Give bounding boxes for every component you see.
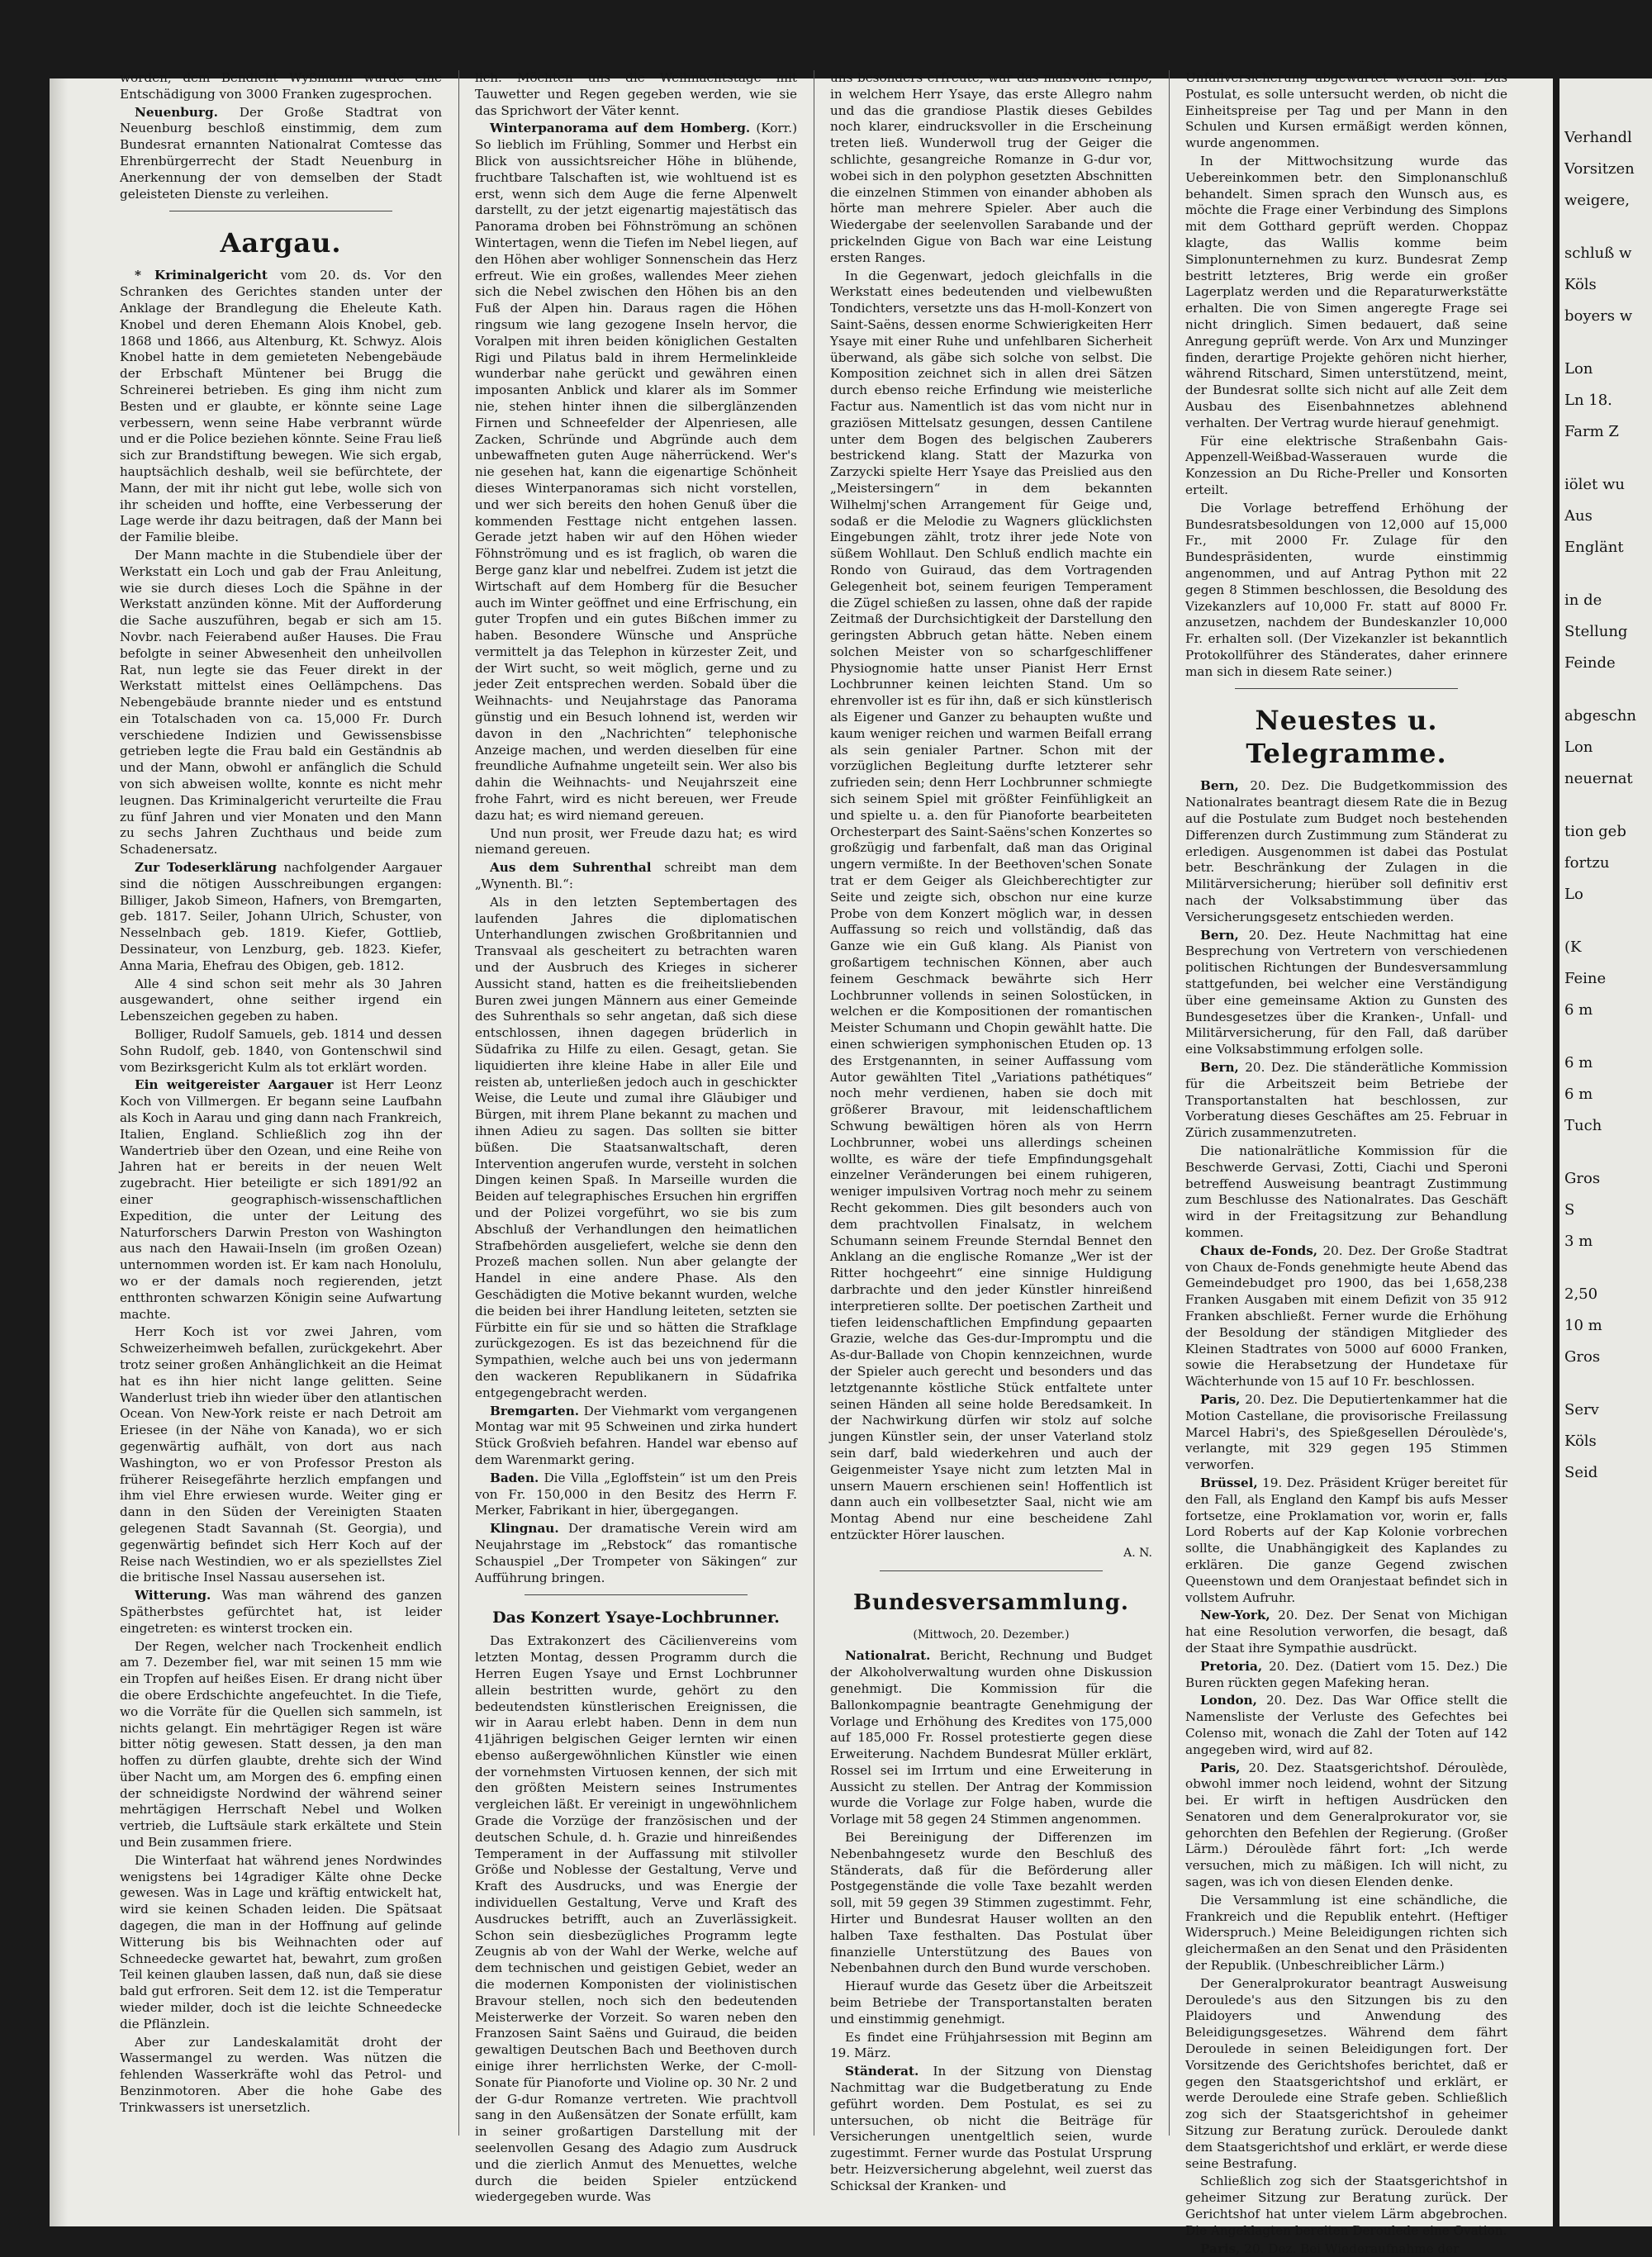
paragraph-keyword: London, <box>1200 1693 1257 1708</box>
paragraph-text: Die Villa „Egloffstein“ ist um den Preis von Fr. 150,000 in den Besitz des Herrn F. Merker, Fabrikant in hier, übergegangen. <box>475 1470 797 1518</box>
paragraph-text: Die Winterfaat hat während jenes Nordwindes wenigstens bei 14gradiger Kälte ohne Decke gewesen. Was in Lage und kräftig entwickelt hat, wird sie keinen Schaden leiden. Die Spätsaat dagegen, die man in der Hoffnung auf gelinde Witterung bis bis Weihnachten oder auf Schneedecke gewartet hat, bewahrt, zum großen Teil keinen glauben lassen, daß nun, daß sie diese bald gut erfroren. Seit dem 12. ist die Temperatur wieder milder, doch ist die leichte Schneedecke die Pflänzlein. <box>120 1852 442 2031</box>
paragraph-text: 20. Dez. Der Große Stadtrat von Chaux de-Fonds genehmigte heute Abend das Gemeindebudget pro 1900, das bei 1,658,238 Franken Ausgaben mit einem Defizit von 35 912 Franken abschließt. Ferner wurde die Erhöhung der Besoldung der ständigen Mitglieder des Kleinen Stadtrates von 5000 auf 6000 Franken, sowie die Herabsetzung der Hundetaxe für Wächterhunde von 15 auf 10 Fr. beschlossen. <box>1185 1243 1507 1390</box>
paragraph-text: vom 20. ds. Vor den Schranken des Gerichtes standen unter der Anklage der Brandlegung die Eheleute Kath. Knobel und deren Ehemann Alois Knobel, geb. 1868 und 1866, aus Altenburg, Kt. Schwyz. Alois Knobel hatte in dem gemieteten Nebengebäude der Erbschaft Müntener bei Brugg die Schreinerei betrieben. Es ging ihm nicht zum Besten und er glaubte, er könnte seine Lage verbessern, wenn seine Habe verbrannt würde und er die Police beziehen könnte. Seine Frau ließ sich zur Brandstiftung bewegen. Wie sich ergab, hauptsächlich deshalb, weil sie befürchtete, der Mann, der mit ihr nicht gut lebe, wolle sich von ihr scheiden und hoffte, eine Verbesserung der Lage werde ihr dazu beitragen, daß der Mann bei der Familie bleibe. <box>120 268 442 545</box>
section-rule <box>525 1594 748 1595</box>
strip-fragment: Farm Z <box>1564 423 1619 440</box>
article-paragraph <box>1185 1976 1507 2173</box>
article-paragraph <box>1185 1475 1507 1606</box>
strip-fragment: Feinde <box>1564 654 1616 672</box>
section-heading: Neuestes u. Telegramme. <box>1246 705 1447 770</box>
strip-fragment: Lon <box>1564 360 1593 378</box>
paragraph-text: uns besonders erfreute, war das maßvolle Tempo, in welchem Herr Ysaye, das erste Allegro nahm und das die grandiose Plastik dieses Gebildes noch klarer, eindrucksvoller in die Erscheinung treten ließ. Wunderwoll trug der Geiger die schlichte, gesangreiche Romanze in G-dur vor, wobei sich in den polyphon gesetzten Abschnitten die einzelnen Stimmen von einander abhoben als hörte man mehrere Spieler. Aber auch die Wiedergabe der seelenvollen Sarabande und der prickelnden Gigue von Bach war eine Leistung ersten Ranges. <box>830 70 1152 265</box>
strip-fragment: (K <box>1564 938 1582 956</box>
column-4 <box>1185 70 1507 2256</box>
article-heading: Das Konzert Ysaye-Lochbrunner. <box>492 1608 780 1627</box>
paragraph-text: Es findet eine Frühjahrsession mit Beginn am 19. März. <box>830 2029 1152 2061</box>
strip-fragment: Köls <box>1564 276 1597 293</box>
strip-fragment: boyers w <box>1564 307 1633 325</box>
section-rule <box>1235 688 1458 689</box>
paragraph-keyword: Paris, <box>1200 1760 1241 1775</box>
paragraph-text: 20. Dez. Das War Office stellt die Namensliste der Verluste des Gefechtes bei Colenso mit, wonach die Zahl der Toten auf 142 angegeben wird, wird auf 82. <box>1185 1693 1507 1757</box>
paragraph-keyword: Witterung. <box>135 1588 211 1604</box>
paragraph-keyword: Bern, <box>1200 778 1239 794</box>
paragraph-keyword: Bern, <box>1200 1060 1239 1076</box>
paragraph-text: 19. Dez. Präsident Krüger bereitet für den Fall, als England den Kampf bis aufs Messer fortsetze, eine Proklamation vor, worin er, falls Lord Roberts auf der Kap Kolonie vorbrechen sollte, die Unabhängigkeit des Kaplandes zu erklären. Die ganze Gegend zwischen Queenstown und dem Oranjestaat befindet sich in vollstem Aufruhr. <box>1185 1475 1507 1605</box>
article-paragraph <box>1185 1060 1507 1142</box>
paragraph-keyword: * Kriminalgericht <box>135 268 268 283</box>
strip-fragment: S <box>1564 1201 1575 1219</box>
paragraph-text: lich. Möchten uns die Weihnachtstage mit Tauwetter und Regen gegeben werden, wie sie das Sprichwort der Väter kennt. <box>475 70 797 118</box>
article-paragraph <box>475 1471 797 1519</box>
article-paragraph <box>120 1077 442 1323</box>
column-divider <box>1169 70 1170 2136</box>
paragraph-text: Alle 4 sind schon seit mehr als 30 Jahren ausgewandert, ohne seither irgend ein Lebenszeichen gegeben zu haben. <box>120 976 442 1024</box>
strip-fragment: neuernat <box>1564 770 1633 787</box>
article-paragraph <box>120 976 442 1025</box>
article-paragraph <box>830 2064 1152 2194</box>
paragraph-keyword: Ständerat. <box>845 2064 919 2079</box>
paragraph-text: ist Herr Leonz Koch von Villmergen. Er begann seine Laufbahn als Koch in Aarau und ging dann nach Frankreich, Italien, England. Schließlich zog ihn der Wandertrieb über den Ozean, und eine Reihe von Jahren hat er bereits in der neuen Welt zugebracht. Hier beteiligte er sich 1891/92 an einer geographisch-wissenschaftlichen Expedition, die unter der Leitung des Naturforschers Darwin Preston von Washington aus nach den Hawaii-Inseln (im großen Ozean) unternommen worden ist. Er kam nach Honolulu, wo er der damals noch regierenden, jetzt entthronten schwarzen Königin seine Aufwartung machte. <box>120 1077 442 1322</box>
paragraph-text: 20. Dez. (Datiert vom 15. Dez.) Die Buren rückten gegen Mafeking heran. <box>1185 1658 1507 1690</box>
strip-fragment: Aus <box>1564 507 1593 525</box>
paragraph-text: Der Mann machte in die Stubendiele über der Werkstatt ein Loch und gab der Frau Anleitung, wie sie durch dieses Loch die Spähne in der Werkstatt anzünden könne. Mit der Aufforderung die Sache auszuführen, begab er sich am 15. Novbr. nach Feierabend außer Hauses. Die Frau befolgte in seiner Abwesenheit den unheilvollen Rat, nun legte sie das Feuer direkt in der Werkstatt mittelst eines Oellämpchens. Das Nebengebäude brannte nieder und es entstund ein Totalschaden von ca. 15,000 Fr. Durch verschiedene Indizien und Gewissensbisse getrieben legte die Frau bald ein Geständnis ab und der Mann, obwohl er anfänglich die Schuld von sich abweisen wollte, konnte es nicht mehr leugnen. Das Kriminalgericht verurteilte die Frau zu fünf Jahren und vier Monaten und den Mann zu sechs Jahren Zuchthaus und beide zum Schadenersatz. <box>120 547 442 858</box>
column-1 <box>120 70 442 2136</box>
paragraph-text: In der Mittwochsitzung wurde das Uebereinkommen betr. den Simplonanschluß behandelt. Simen sprach den Wunsch aus, es möchte die Frage einer Verbindung des Simplons mit dem Gotthard geprüft werden. Choppaz klagte, das Wallis komme beim Simplonunternehmen zu kurz. Bundesrat Zemp bestritt letzteres, Brig werde ein großer Lagerplatz werden und die Reparaturwerkstätte erhalten. Die von Simen angeregte Frage sei nicht dringlich. Simen bedauert, daß seine Anregung geprüft werde. Von Arx und Munzinger finden, derartige Projekte gehören nicht hierher, während Ritschard, Simen unterstützend, meint, der Bundesrat sollte sich nicht auf alle Zeit dem Ausbau des Eisenbahnnetzes ablehnend verhalten. Der Vertrag wurde hierauf genehmigt. <box>1185 153 1507 430</box>
paragraph-keyword: Zur Todeserklärung <box>135 860 277 876</box>
paragraph-text: Und nun prosit, wer Freude dazu hat; es wird niemand gereuen. <box>475 825 797 858</box>
article-paragraph <box>120 1324 442 1586</box>
paragraph-keyword: Bern, <box>1200 927 1239 943</box>
paragraph-text: schreibt man dem „Wynenth. Bl.“: <box>475 860 797 892</box>
strip-fragment: Englänt <box>1564 539 1624 556</box>
paragraph-text: Unfallversicherung abgewartet werden soll. Das Postulat, es solle untersucht werden, ob nicht die Einheitspreise per Tag und per Mann in den Schulen und Kursen ermäßigt werden können, wurde angenommen. <box>1185 70 1507 151</box>
paragraph-keyword: Ein weitgereister Aargauer <box>135 1077 334 1093</box>
strip-fragment: abgeschn <box>1564 707 1636 725</box>
strip-fragment: tion geb <box>1564 823 1626 840</box>
strip-fragment: Feine <box>1564 970 1607 987</box>
column-2 <box>475 70 798 2205</box>
strip-fragment: Tuch <box>1564 1117 1602 1134</box>
strip-fragment: 6 m <box>1564 1001 1593 1019</box>
paragraph-text: Der Generalprokurator beantragt Ausweisung Deroulede's aus den Sitzungen bis zu den Plaidoyers und Anwendung des Beleidigungsgesetzes. Während dem fährt Deroulede in seinen Beleidigungen fort. Der Vorsitzende des Gerichtshofes berichtet, daß er gegen den Staatsgerichtshof und erklärt, er werde Deroulede eine Strafe geben. Schließlich zog sich der Staatsgerichtshof in geheimer Sitzung zur Beratung zurück. Deroulede dankt dem Staatsgerichtshof und erklärt, er werde diese seine Bestrafung. <box>1185 1975 1507 2171</box>
paragraph-text: 20. Dez. Staatsgerichtshof. Déroulède, obwohl immer noch leidend, wohnt der Sitzung bei. Er wirft in heftigen Ausdrücken den Senatoren und dem Generalprokurator vor, sie gehorchten den Befehlen der Regierung. (Großer Lärm.) Déroulède fährt fort: „Ich werde versuchen, mich zu mäßigen. Ich will nicht, zu sagen, was ich von diesen Elenden denke. <box>1185 1760 1507 1890</box>
paragraph-text: Bolliger, Rudolf Samuels, geb. 1814 und dessen Sohn Rudolf, geb. 1840, von Gontenschwil sind vom Bezirksgericht Kulm als tot erklärt worden. <box>120 1027 442 1075</box>
paragraph-text: Bei Bereinigung der Differenzen im Nebenbahngesetz wurde den Beschluß des Ständerats, daß für die Beförderung aller Postgegenstände die volle Taxe bezahlt werden soll, mit 59 gegen 39 Stimmen zugestimmt. Fehr, Hirter und Bundesrat Hauser wollten an den halben Taxe festhalten. Das Postulat über finanzielle Unterstützung des Baues von Nebenbahnen durch den Bund wurde verschoben. <box>830 1830 1152 1976</box>
paragraph-text: Der Regen, welcher nach Trockenheit endlich am 7. Dezember fiel, war mit seinen 15 mm wie ein Tropfen auf heißes Eisen. Er drang nicht über die obere Erdschichte angefeuchtet. In die Tiefe, wo die Vorräte für die Quellen sich sammeln, ist nichts gelangt. Ein mehrtägiger Regen ist wäre bitter nötig gewesen. Statt dessen, ja den man hoffen zu dürfen glaubte, drehte sich der Wind über Nacht um, am Morgen des 6. empfing einen der schneidigste Nordwind der während seiner mehrtägigen Herrschaft Nebel und Wolken vertrieb, die Luftsäule stark erkältete und Stein und Bein zusammen friere. <box>120 1638 442 1851</box>
strip-fragment: Lon <box>1564 739 1593 756</box>
paragraph-keyword: Brüssel, <box>1200 1475 1258 1490</box>
article-paragraph <box>830 268 1152 1544</box>
article-paragraph <box>475 860 797 893</box>
strip-fragment: 10 m <box>1564 1317 1602 1334</box>
article-paragraph <box>1185 2174 1507 2239</box>
paragraph-text: Der Große Stadtrat von Neuenburg beschloß einstimmig, dem zum Bundesrat ernannten Nationalrat Comtesse das Ehrenbürgerrecht der Stadt Neuenburg in Anerkennung der von demselben der Stadt geleisteten Dienste zu verleihen. <box>120 104 442 202</box>
paragraph-text: Bericht, Rechnung und Budget der Alkoholverwaltung wurden ohne Diskussion genehmigt. Die Kommission für die Ballonkompagnie beantragte Genehmigung der Vorlage und Erhöhung des Kredites von 175,000 auf 185,000 Fr. Rossel protestierte gegen diese Erweiterung. Nachdem Bundesrat Müller erklärt, Rossel sei im Irrtum und eine Erweiterung in Aussicht zu stellen. Der Antrag der Kommission wurde die Vorlage zur Folge haben, wurde die Vorlage mit 58 gegen 24 Stimmen angenommen. <box>830 1648 1152 1827</box>
article-paragraph <box>830 2030 1152 2063</box>
paragraph-text: Die Vorlage betreffend Erhöhung der Bundesratsbesoldungen von 12,000 auf 15,000 Fr., mit 2000 Fr. Zulage für den Bundespräsidenten, wurde einstimmig angenommen, und auf Antrag Python mit 22 gegen 8 Stimmen beschlossen, die Besoldung des Vizekanzlers auf 10,000 Fr. statt auf 8000 Fr. anzusetzen, nachdem der Bundeskanzler 10,000 Fr. erhalten soll. (Der Vizekanzler ist bekanntlich Protokollführer des Ständerates, daher erinnere man sich in diesem Rate seiner.) <box>1185 500 1507 679</box>
article-paragraph <box>120 1027 442 1076</box>
article-paragraph <box>475 121 797 824</box>
strip-fragment: Verhandl <box>1564 129 1632 146</box>
article-paragraph <box>1185 1243 1507 1390</box>
article-paragraph <box>475 1404 797 1469</box>
author-signature: A. N. <box>1123 1546 1152 1560</box>
paragraph-text: Der Viehmarkt vom vergangenen Montag war mit 95 Schweinen und zirka hundert Stück Großvieh befahren. Handel war ebenso auf dem Warenmarkt gering. <box>475 1403 797 1467</box>
paragraph-text: Als in den letzten Septembertagen des laufenden Jahres die diplomatischen Unterhandlungen zwischen Großbritannien und Transvaal als gescheitert zu betrachten waren und der Ausbruch des Krieges in sicherer Aussicht stand, hatten es die freiheitsliebenden Buren zwei jungen Männern aus einer Gemeinde des Suhrenthals so sehr angetan, daß sich diese entschlossen, ihnen dagegen brüderlich in Südafrika zu Hilfe zu eilen. Gesagt, getan. Sie liquidierten ihre kleine Habe in aller Eile und reisten ab, unterließen jedoch auch in geschickter Weise, die Leute und zumal ihre Gläubiger und Bürgen, mit ihrem Plane bekannt zu machen und ihnen Adieu zu sagen. Das sollten sie bitter büßen. Die Staatsanwaltschaft, deren Intervention angerufen wurde, versteht in solchen Dingen keinen Spaß. In Marseille wurden die Beiden auf telegraphisches Ersuchen hin ergriffen und der Polizei vorgeführt, wo sie bis zum Abschluß der Verhandlungen den heimatlichen Strafbehörden ausgeliefert, welche sie denn den Prozeß machen sollen. Nun aber gelangte der Handel in eine andere Phase. Als den Geschädigten die Motive bekannt wurden, welche die beiden bei ihrer Handlung leiteten, setzten sie Fürbitte ein für sie und so hätten die Strafklage zurückgezogen. Es ist das bezeichnend für die Sympathien, welche auch bei uns von jedermann den wackeren Republikanern in Südafrika entgegengebracht werden. <box>475 894 797 1400</box>
strip-fragment: Ln 18. <box>1564 392 1612 409</box>
paragraph-text: 20. Dez. Die Deputiertenkammer hat die Motion Castellane, die provisorische Freilassung Marcel Habri's, des Spießgesellen Déroulède's, verlangte, mit 329 gegen 195 Stimmen verworfen. <box>1185 1391 1507 1473</box>
section-heading: Bundesversammlung. <box>853 1589 1129 1615</box>
strip-fragment: Lo <box>1564 886 1583 903</box>
article-paragraph <box>120 860 442 975</box>
paragraph-text: Die Versammlung ist eine schändliche, die Frankreich und die Republik entehrt. (Heftiger Widerspruch.) Meine Beleidigungen richten sich gleichermaßen an den Senat und den Präsidenten der Republik. (Unbeschreiblicher Lärm.) <box>1185 1892 1507 1974</box>
strip-fragment: iölet wu <box>1564 476 1625 493</box>
strip-fragment: 3 m <box>1564 1233 1593 1250</box>
paragraph-keyword: Winterpanorama auf dem Homberg. <box>490 121 751 136</box>
paragraph-text: Die nationalrätliche Kommission für die Beschwerde Gervasi, Zotti, Ciachi und Speroni betreffend Ausweisung beantragt Zustimmung zum Beschlusse des Nationalrates. Das Geschäft wird in der Freitagsitzung zur Behandlung kommen. <box>1185 1143 1507 1240</box>
paragraph-text: Schließlich zog sich der Staatsgerichtshof in geheimer Sitzung zur Beratung zurück. Der Gerichtshof hat unter vielem Lärm abgebrochen. Die Angeklagten bereiten Deroulede eine Ovation. <box>1185 2174 1507 2238</box>
article-paragraph <box>1185 1143 1507 1242</box>
paragraph-keyword: Neuenburg. <box>135 104 218 120</box>
article-paragraph <box>1185 1760 1507 1891</box>
strip-fragment: schluß w <box>1564 245 1632 262</box>
strip-fragment: 2,50 <box>1564 1285 1598 1303</box>
paragraph-text: (Korr.) So lieblich im Frühling, Sommer und Herbst ein Blick von aussichtsreicher Höhe in blühende, fruchtbare Talschaften ist, wie wohltuend ist es erst, wenn sich dem Auge die ferne Alpenwelt darstellt, zu der jetzt eigenartig majestätisch das Panorama droben bei Föhnströmung an schönen Wintertagen, wenn die Tiefen im Nebel liegen, auf den Höhen aber wohliger Sonnenschein das Herz erfreut. Wie ein großes, wallendes Meer ziehen sich die Nebel zwischen den Höhen bis an den Fuß der Alpen hin. Daraus ragen die Höhen ringsum wie lang gezogene Inseln hervor, die Voralpen mit ihren beiden königlichen Gestalten Rigi und Pilatus bald in ihrem Hermelinkleide wunderbar nahe gerückt und gewähren einen imposanten Anblick und klarer als im Sommer nie, stehen hinter ihnen die silberglänzenden Firnen und Schneefelder der Alpenriesen, alle Zacken, Schründe und Abgründe auch dem unbewaffneten guten Auge näherrückend. Wer's nie gesehen hat, kann die eigenartige Schönheit dieses Winterpanoramas sich nicht vorstellen, und wer sich bereits den hohen Genuß über die kommenden Festtage nicht entgehen lassen. Gerade jetzt haben wir auf den Höhen wieder Föhnströmung und es ist fraglich, ob waren die Berge ganz klar und nebelfrei. Zudem ist jetzt die Wirtschaft auf dem Homberg für die Besucher auch im Winter geöffnet und eine Erfrischung, ein guter Tropfen und ein gutes Bißchen immer zu haben. Besondere Wünsche und Ansprüche vermittelt ja das Telephon in kürzester Zeit, und der Wirt sucht, so weit möglich, gerne und zu jeder Zeit entsprechen werden. Sobald über die Weihnachts- und Neujahrstage das Panorama günstig und ein Besuch lohnend ist, werden wir davon in den „Nachrichten“ telephonische Anzeige machen, und werden dieselben für eine freundliche Aufnahme ungeteilt sein. Wer also bis dahin die Weihnachts- und Neujahrszeit eine frohe Fahrt, wird es nicht bereuen, wer Freude dazu hat; es wird niemand gereuen. <box>475 121 798 823</box>
paragraph-text: nachfolgender Aargauer sind die nötigen Ausschreibungen ergangen: Billiger, Jakob Simeon, Hafners, von Bremgarten, geb. 1817. Seiler, Johann Ulrich, Schuster, von Nesselnbach geb. 1819. Kiefer, Gottlieb, Dessinateur, von Lenzburg, geb. 1823. Kiefer, Anna Maria, Ehefrau des Obigen, geb. 1812. <box>120 860 442 973</box>
paragraph-keyword: Chaux de-Fonds, <box>1200 1243 1318 1258</box>
strip-fragment: 6 m <box>1564 1086 1593 1103</box>
paragraph-text: 20. Dez. Heute Nachmittag hat eine Besprechung von Vertretern von verschiedenen politischen Richtungen der Bundesversammlung stattgefunden, bei welcher eine Verständigung über eine gemeinsame Aktion zu Gunsten des Bundesgesetzes über die Kranken-, Unfall- und Militärversicherung, für den Fall, daß darüber eine Volksabstimmung erfolgen solle. <box>1185 927 1507 1057</box>
article-paragraph <box>1185 501 1507 681</box>
article-paragraph <box>1185 1659 1507 1692</box>
article-paragraph <box>1185 1893 1507 1974</box>
paragraph-text: Aber zur Landeskalamität droht der Wassermangel zu werden. Was nützen die fehlenden Wasserkräfte wohl das Petrol- und Benzinmotoren. Aber die hohe Gabe des Trinkwassers ist unersetzlich. <box>120 2034 442 2115</box>
strip-fragment: Serv <box>1564 1401 1599 1418</box>
article-paragraph <box>1185 928 1507 1058</box>
article-paragraph <box>120 1588 442 1637</box>
paragraph-text: In die Gegenwart, jedoch gleichfalls in die Werkstatt eines bedeutenden und vielbewußten Tondichters, versetzte uns das H-moll-Konzert von Saint-Saëns, dessen enorme Schwierigkeiten Herr Ysaye mit einer Ruhe und unfehlbaren Sicherheit überwand, als gäbe sich solche von selbst. Die Komposition zeichnet sich in allen drei Sätzen durch ebenso reiche Erfindung wie meisterliche Factur aus. Namentlich ist das vom nicht nur in graziösen Mittelsatz gesungen, dessen Cantilene unter dem Bogen des belgischen Zauberers bestrickend klang. Statt der Mazurka von Zarzycki spielte Herr Ysaye das Preislied aus den „Meistersingern“ in dem bekannten Wilhelmj'schen Arrangement für Geige und, sodaß er die Melodie zu Wagners glücklichsten Eingebungen zählt, trotz ihrer jede Note von süßem Wohllaut. Den Schluß endlich machte ein Rondo von Guiraud, das dem Vortragenden Gelegenheit bot, seinem feurigen Temperament die Zügel schießen zu lassen, ohne daß der rapide Zeitmaß der Durchsichtigkeit der Darstellung den geringsten Abbruch getan hätte. Neben einem solchen Meister von so scharfgeschliffener Physiognomie hatte unser Pianist Herr Ernst Lochbrunner keinen leichten Stand. Um so ehrenvoller ist es für ihn, daß er sich künstlerisch als Eigener und Ganzer zu behaupten wußte und kaum weniger reichen und warmen Beifall errang als sein genialer Partner. Schon mit der vorzüglichen Begleitung durfte letzterer sehr zufrieden sein; denn Herr Lochbrunner schmiegte sich seinem Spiel mit größter Feinfühligkeit an und spielte u. a. den für Pianoforte bearbeiteten Orchesterpart des Saint-Saëns'schen Konzertes so großzügig und farbenfalt, daß man das Original ungern vermißte. In der Beethoven'schen Sonate trat er dem Geiger als Gleichberechtigter zur Seite und zeigte sich, obschon nur eine kurze Probe von dem Konzert möglich war, in dessen Auffassung so reich und vollständig, daß das Ganze wie ein Guß klang. Als Pianist von großartigem technischen Können, aber auch feinem Geschmack bewährte sich Herr Lochbrunner vollends in seinen Solostücken, in welchen er die Kompositionen der romantischen Meister Schumann und Chopin gewählt hatte. Die einen schwierigen symphonischen Etuden op. 13 des Erstgenannten, in seiner Auffassung vom Autor gewählten Titel „Variations pathétiques“ noch mehr verdienen, haben sie doch mit größerer Bravour, mit leidenschaftlichem Schwung bewältigen hören als von Herrn Lochbrunner, wobei uns allerdings scheinen wollte, es wäre der tiefe Empfindungsgehalt einzelner Veränderungen bei einem ruhigeren, weniger impulsiven Vortrag noch mehr zu seinem Recht gekommen. Dies gilt besonders auch von dem prachtvollen Finalsatz, in welchem Schumann seinem Freunde Sterndal Bennet den Anklang an die englische Romanze „Wer ist der Ritter hochgeehrt“ eine sinnige Huldigung darbrachte und den jeder Künstler hinreißend interpretieren sollte. Der poetischen Zartheit und tiefen leidenschaftlichen Empfindung gepaarten Grazie, welche das Ges-dur-Impromptu und die As-dur-Ballade von Chopin kennzeichnen, wurde der Spieler auch gerecht und besonders und das letztgenannte köstliche Stück entfaltete unter seinen Händen all seine holde Beredsamkeit. In der Nachwirkung dürfen wir stolz auf solche jungen Künstler sein, der unser Vaterland stolz sein darf, bald wiederkehren und auch der Geigenmeister Ysaye nicht zum letzten Mal in unsern Mauern erschienen sein! Hoffentlich ist dann auch ein vollbesetzter Saal, nicht wie am Montag Abend nur eine bescheidene Zahl entzückter Hörer lauschen. <box>830 268 1152 1542</box>
page-edge-shadow <box>50 78 68 2226</box>
paragraph-text: Der dramatische Verein wird am Neujahrstage im „Rebstock“ das romantische Schauspiel „Der Trompeter von Säkingen“ zur Aufführung bringen. <box>475 1521 797 1585</box>
article-paragraph <box>120 268 442 546</box>
article-paragraph <box>120 548 442 858</box>
article-paragraph <box>120 1639 442 1851</box>
strip-fragment: Gros <box>1564 1348 1601 1366</box>
paragraph-text: In der Sitzung von Dienstag Nachmittag war die Budgetberatung zu Ende geführt worden. Dem Postulat, es sei zu untersuchen, ob nicht die Beiträge für Versicherungen unentgeltlich seien, wurde zugestimmt. Ferner wurde das Postulat Ursprung betr. Heizversicherung abgelehnt, weil zuerst das Schicksal der Kranken- und <box>830 2064 1152 2193</box>
article-paragraph <box>1185 1392 1507 1474</box>
paragraph-keyword: Paris, <box>1200 1391 1241 1407</box>
section-heading: Aargau. <box>220 227 342 259</box>
article-paragraph <box>120 105 442 203</box>
strip-fragment: weigere, <box>1564 192 1630 209</box>
article-paragraph <box>120 2035 442 2117</box>
strip-fragment: Seid <box>1564 1464 1598 1481</box>
strip-fragment: in de <box>1564 592 1602 609</box>
article-paragraph <box>1185 778 1507 925</box>
paragraph-text: Hierauf wurde das Gesetz über die Arbeitszeit beim Betriebe der Transportanstalten beraten und einstimmig genehmigt. <box>830 1979 1152 2027</box>
article-paragraph <box>1185 70 1507 152</box>
paragraph-text: worden; dem Bendicht Wyßmann wurde eine Entschädigung von 3000 Franken zugesprochen. <box>120 70 442 102</box>
paragraph-keyword: Nationalrat. <box>845 1648 931 1664</box>
article-paragraph <box>1185 2241 1507 2257</box>
paragraph-text: 20. Dez. Die ständerätliche Kommission für die Arbeitszeit beim Betriebe der Transportanstalten hat beschlossen, zur Vorberatung dieses Geschäftes am 25. Februar in Zürich zusammenzutreten. <box>1185 1060 1507 1141</box>
strip-fragment: Gros <box>1564 1170 1601 1187</box>
paragraph-text: 20. Dez. Der Senat von Michigan hat eine Resolution verworfen, die besagt, daß der Staat ihre Sympathie ausdrückt. <box>1185 1608 1507 1656</box>
article-paragraph <box>120 70 442 103</box>
article-paragraph <box>1185 154 1507 432</box>
article-paragraph <box>475 826 797 859</box>
article-paragraph <box>475 1633 797 2206</box>
article-paragraph <box>830 1979 1152 2027</box>
strip-fragment: 6 m <box>1564 1054 1593 1071</box>
paragraph-keyword: Paris, <box>1200 2240 1241 2256</box>
adjacent-page-strip <box>1559 78 1652 2226</box>
article-paragraph <box>1185 1693 1507 1758</box>
paragraph-keyword: Klingnau. <box>490 1521 559 1537</box>
article-paragraph <box>475 1521 797 1586</box>
strip-fragment: fortzu <box>1564 854 1610 872</box>
column-3 <box>830 70 1152 2193</box>
paragraph-text: 20. Dez. Bei Wiederaufnahme der <box>1240 2240 1460 2256</box>
paragraph-keyword: Baden. <box>490 1470 539 1485</box>
article-paragraph <box>1185 434 1507 499</box>
paragraph-keyword: Aus dem Suhrenthal <box>490 860 652 876</box>
article-paragraph <box>475 895 797 1402</box>
section-date: (Mittwoch, 20. Dezember.) <box>913 1627 1070 1642</box>
paragraph-text: Herr Koch ist vor zwei Jahren, vom Schweizerheimweh befallen, zurückgekehrt. Aber trotz seiner großen Anhänglichkeit an die Heimat hat es ihn hier nicht lange gelitten. Seine Wanderlust trieb ihn wieder über den atlantischen Ocean. Von New-York reiste er nach Detroit am Eriesee (in der Nähe von Kanada), wo er sich gegenwärtig aufhält, von dort aus nach Washington, wo er von Professor Preston als früherer Reisegefährte herzlich empfangen und ihm viel Ehre erwiesen wurde. Weiter ging er dann in den Süden der Vereinigten Staaten gelegenen Stadt Savannah (St. Georgia), und gegenwärtig befindet sich Herr Koch auf der Reise nach Westindien, wo er als speziellstes Ziel die britische Insel Nassau ausersehen ist. <box>120 1324 442 1585</box>
paragraph-keyword: Pretoria, <box>1200 1658 1263 1674</box>
article-paragraph <box>1185 1608 1507 1656</box>
strip-fragment: Vorsitzen <box>1564 160 1635 178</box>
article-paragraph <box>830 1648 1152 1828</box>
paragraph-text: Das Extrakonzert des Cäcilienvereins vom letzten Montag, dessen Programm durch die Herren Eugen Ysaye und Ernst Lochbrunner allein bestritten wurde, gehört zu den bedeutendsten künstlerischen Ereignissen, die wir in Aarau erlebt haben. Denn in dem nun 41jährigen belgischen Geiger lernten wir einen ebenso außergewöhnlichen Künstler wie einen der vornehmsten Virtuosen kennen, der sich mit den größten Meistern seines Instrumentes vergleichen läßt. Er vereinigt in ungewöhnlichem Grade die Vorzüge der französischen und der deutschen Schule, d. h. Grazie und hinreißendes Temperament in der Auffassung mit stilvoller Größe und Noblesse der Gestaltung, Verve und Kraft des Ausdrucks, und was Energie der individuellen Gestaltung, Verve und Kraft des Ausdruckes betrifft, auch an Zuverlässigkeit. Schon sein diesbezügliches Programm legte Zeugnis ab von der Wahl der Werke, welche auf dem technischen und geistigen Gebiet, weder an die modernen Komponisten der violinistischen Bravour stellen, noch sich den bedeutenden Meisterwerke der Vorzeit. So waren neben den Franzosen Saint Saëns und Guiraud, die beiden gewaltigen Deutschen Bach und Beethoven durch einige ihrer herrlichsten Werke, der C-moll-Sonate für Pianoforte und Violine op. 30 Nr. 2 und der G-dur Romanze vertreten. Wie prachtvoll sang in den Außensätzen der Sonate erfüllt, kam in seiner großartigen Darstellung mit der seelenvollen Gesang des Adagio zum Ausdruck und die zierlich Anmut des Menuettes, welche durch die beiden Spieler entzückend wiedergegeben wurde. Was <box>475 1633 797 2205</box>
article-paragraph <box>120 1853 442 2033</box>
paragraph-keyword: Bremgarten. <box>490 1403 580 1418</box>
paragraph-text: 20. Dez. Die Budgetkommission des Nationalrates beantragt diesem Rate die in Bezug auf die Postulate zum Budget noch bestehenden Differenzen durch Zustimmung zum Ständerat zu erledigen. Ausgenommen ist dabei das Postulat betr. Beschränkung der Zulagen in die Militärversicherung; hierüber soll definitiv erst nach der Volksabstimmung über das Versicherungsgesetz entschieden werden. <box>1185 778 1507 924</box>
column-divider <box>458 70 459 2136</box>
article-paragraph <box>830 70 1152 267</box>
article-paragraph <box>830 1830 1152 1977</box>
section-rule <box>880 1570 1103 1571</box>
paragraph-keyword: New-York, <box>1200 1608 1270 1623</box>
article-paragraph <box>475 70 797 119</box>
strip-fragment: Stellung <box>1564 623 1628 640</box>
strip-fragment: Köls <box>1564 1433 1597 1450</box>
paragraph-text: Was man während des ganzen Spätherbstes gefürchtet hat, ist leider eingetreten: es winterst trocken ein. <box>120 1588 442 1636</box>
paragraph-text: Für eine elektrische Straßenbahn Gais-Appenzell-Weißbad-Wasserauen wurde die Konzession an Du Riche-Preller und Konsorten erteilt. <box>1185 433 1507 497</box>
